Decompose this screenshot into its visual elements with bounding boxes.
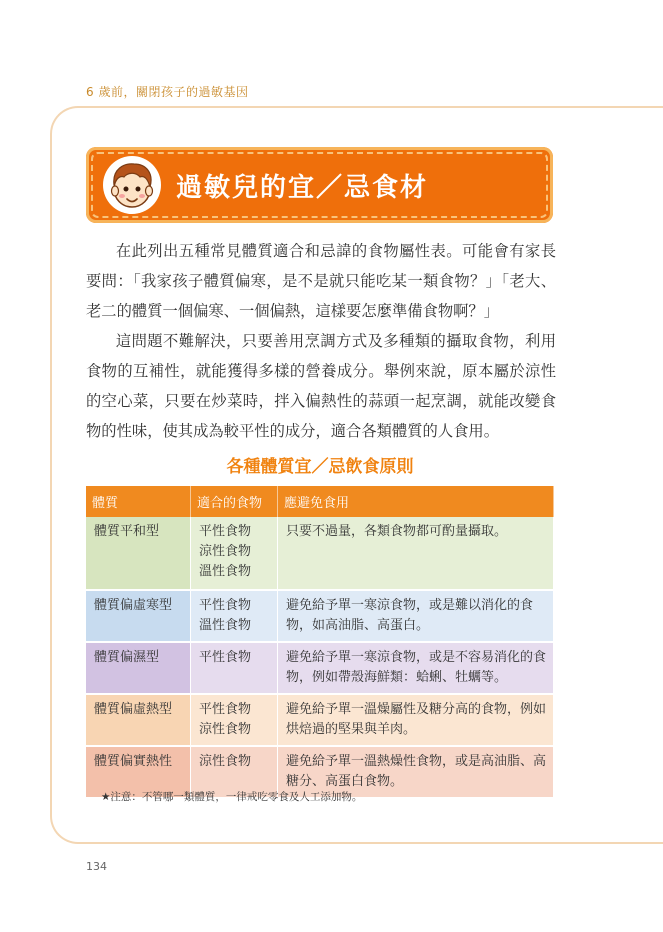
avoid-foods-cell: 避免給予單一寒涼食物，或是難以消化的食物，如高油脂、高蛋白。 [278, 590, 554, 642]
header-suitable-foods: 適合的食物 [191, 486, 278, 517]
suitable-foods-cell: 平性食物 涼性食物 溫性食物 [191, 517, 278, 590]
suitable-foods-cell: 平性食物 涼性食物 [191, 694, 278, 746]
table-title: 各種體質宜／忌飲食原則 [226, 457, 414, 477]
suitable-foods-cell: 平性食物 [191, 642, 278, 694]
paragraph-1: 在此列出五種常見體質適合和忌諱的食物屬性表。可能會有家長要問：「我家孩子體質偏寒，是不是就只能吃某一類食物？」「老大、老二的體質一個偏寒、一個偏熱，這樣要怎麼準備食物啊？」 [86, 242, 556, 320]
table-row [86, 694, 554, 746]
suitable-foods-cell: 涼性食物 [191, 746, 278, 798]
body-text [86, 236, 556, 446]
avoid-foods-cell: 只要不過量，各類食物都可酌量攝取。 [278, 517, 554, 590]
suitable-foods-cell: 平性食物 溫性食物 [191, 590, 278, 642]
avoid-foods-cell: 避免給予單一寒涼食物，或是不容易消化的食物，例如帶殼海鮮類：蛤蜊、牡蠣等。 [278, 642, 554, 694]
avoid-foods-cell: 避免給予單一溫熱燥性食物，或是高油脂、高糖分、高蛋白食物。 [278, 746, 554, 798]
table-row [86, 642, 554, 694]
constitution-cell: 體質偏虛寒型 [86, 590, 191, 642]
table-row [86, 517, 554, 590]
boy-face-icon [102, 155, 162, 215]
header-avoid-foods: 應避免食用 [278, 486, 554, 517]
page-number: 134 [86, 860, 107, 873]
constitution-cell: 體質平和型 [86, 517, 191, 590]
constitution-cell: 體質偏實熱性 [86, 746, 191, 798]
avoid-foods-cell: 避免給予單一溫燥屬性及糖分高的食物，例如烘焙過的堅果與羊肉。 [278, 694, 554, 746]
table-row [86, 590, 554, 642]
constitution-cell: 體質偏濕型 [86, 642, 191, 694]
section-title: 過敏兒的宜／忌食材 [176, 173, 429, 203]
header-constitution: 體質 [86, 486, 191, 517]
paragraph-2: 這問題不難解決，只要善用烹調方式及多種類的攝取食物，利用食物的互補性，就能獲得多樣的營養成分。舉例來說，原本屬於涼性的空心菜，只要在炒菜時，拌入偏熱性的蒜頭一起烹調，就能改變食物的性味，使其成為較平性的成分，適合各類體質的人食用。 [86, 332, 556, 440]
table-note: ★注意：不管哪一類體質，一律戒吃零食及人工添加物。 [101, 791, 363, 803]
running-header: 6 歲前，關閉孩子的過敏基因 [86, 85, 249, 99]
diet-principles-table [86, 486, 554, 799]
table-header-row [86, 486, 554, 517]
constitution-cell: 體質偏虛熱型 [86, 694, 191, 746]
